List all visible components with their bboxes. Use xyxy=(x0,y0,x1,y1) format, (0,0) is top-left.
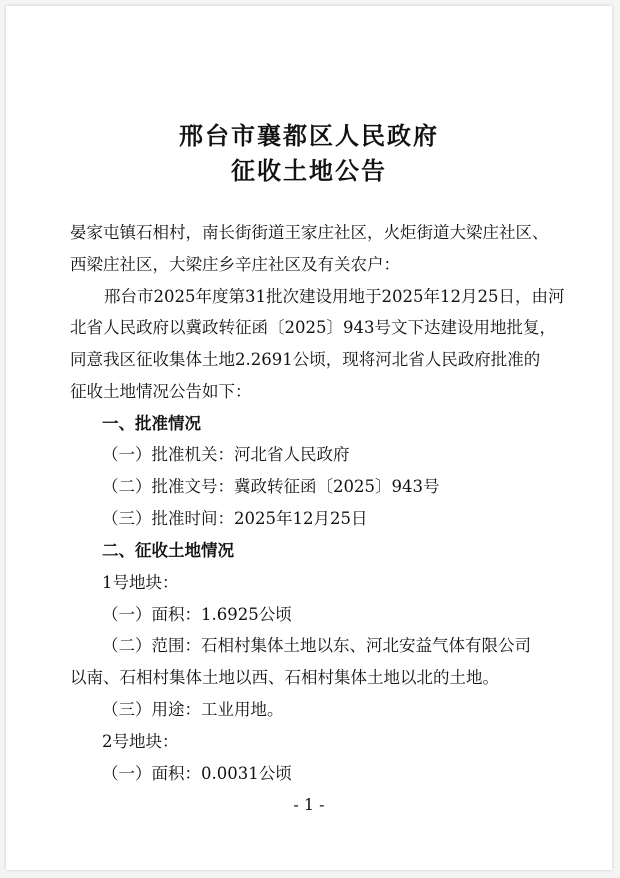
plot-1-label: 1号地块： xyxy=(102,573,179,592)
intro-line-4: 征收土地情况公告如下： xyxy=(70,382,252,401)
plot-1-scope-line-1: （二）范围：石相村集体土地以东、河北安益气体有限公司 xyxy=(102,636,531,655)
page-number: - 1 - xyxy=(293,795,325,814)
intro-line-2: 北省人民政府以冀政转征函〔2025〕943号文下达建设用地批复， xyxy=(70,318,556,337)
plot-2-area: （一）面积：0.0031公顷 xyxy=(102,764,292,783)
plot-1-scope-line-2: 以南、石相村集体土地以西、石相村集体土地以北的土地。 xyxy=(70,668,499,687)
plot-1-use: （三）用途：工业用地。 xyxy=(102,700,284,719)
recipients-line-1: 晏家屯镇石相村，南长街街道王家庄社区，火炬街道大梁庄社区、 xyxy=(70,223,549,242)
intro-line-1: 邢台市2025年度第31批次建设用地于2025年12月25日，由河 xyxy=(104,287,565,306)
plot-2-label: 2号地块： xyxy=(102,732,179,751)
title-line-1: 邢台市襄都区人民政府 xyxy=(179,121,439,150)
approval-authority: （一）批准机关：河北省人民政府 xyxy=(102,445,350,464)
approval-doc-number: （二）批准文号：冀政转征函〔2025〕943号 xyxy=(102,477,440,496)
recipients-line-2: 西梁庄社区，大梁庄乡辛庄社区及有关农户： xyxy=(70,255,400,274)
section-1-heading: 一、批准情况 xyxy=(102,414,201,433)
intro-line-3: 同意我区征收集体土地2.2691公顷，现将河北省人民政府批准的 xyxy=(70,350,541,369)
title-line-2: 征收土地公告 xyxy=(231,156,387,185)
approval-date: （三）批准时间：2025年12月25日 xyxy=(102,509,368,528)
section-2-heading: 二、征收土地情况 xyxy=(102,541,234,560)
document-page xyxy=(6,6,612,870)
plot-1-area: （一）面积：1.6925公顷 xyxy=(102,605,292,624)
